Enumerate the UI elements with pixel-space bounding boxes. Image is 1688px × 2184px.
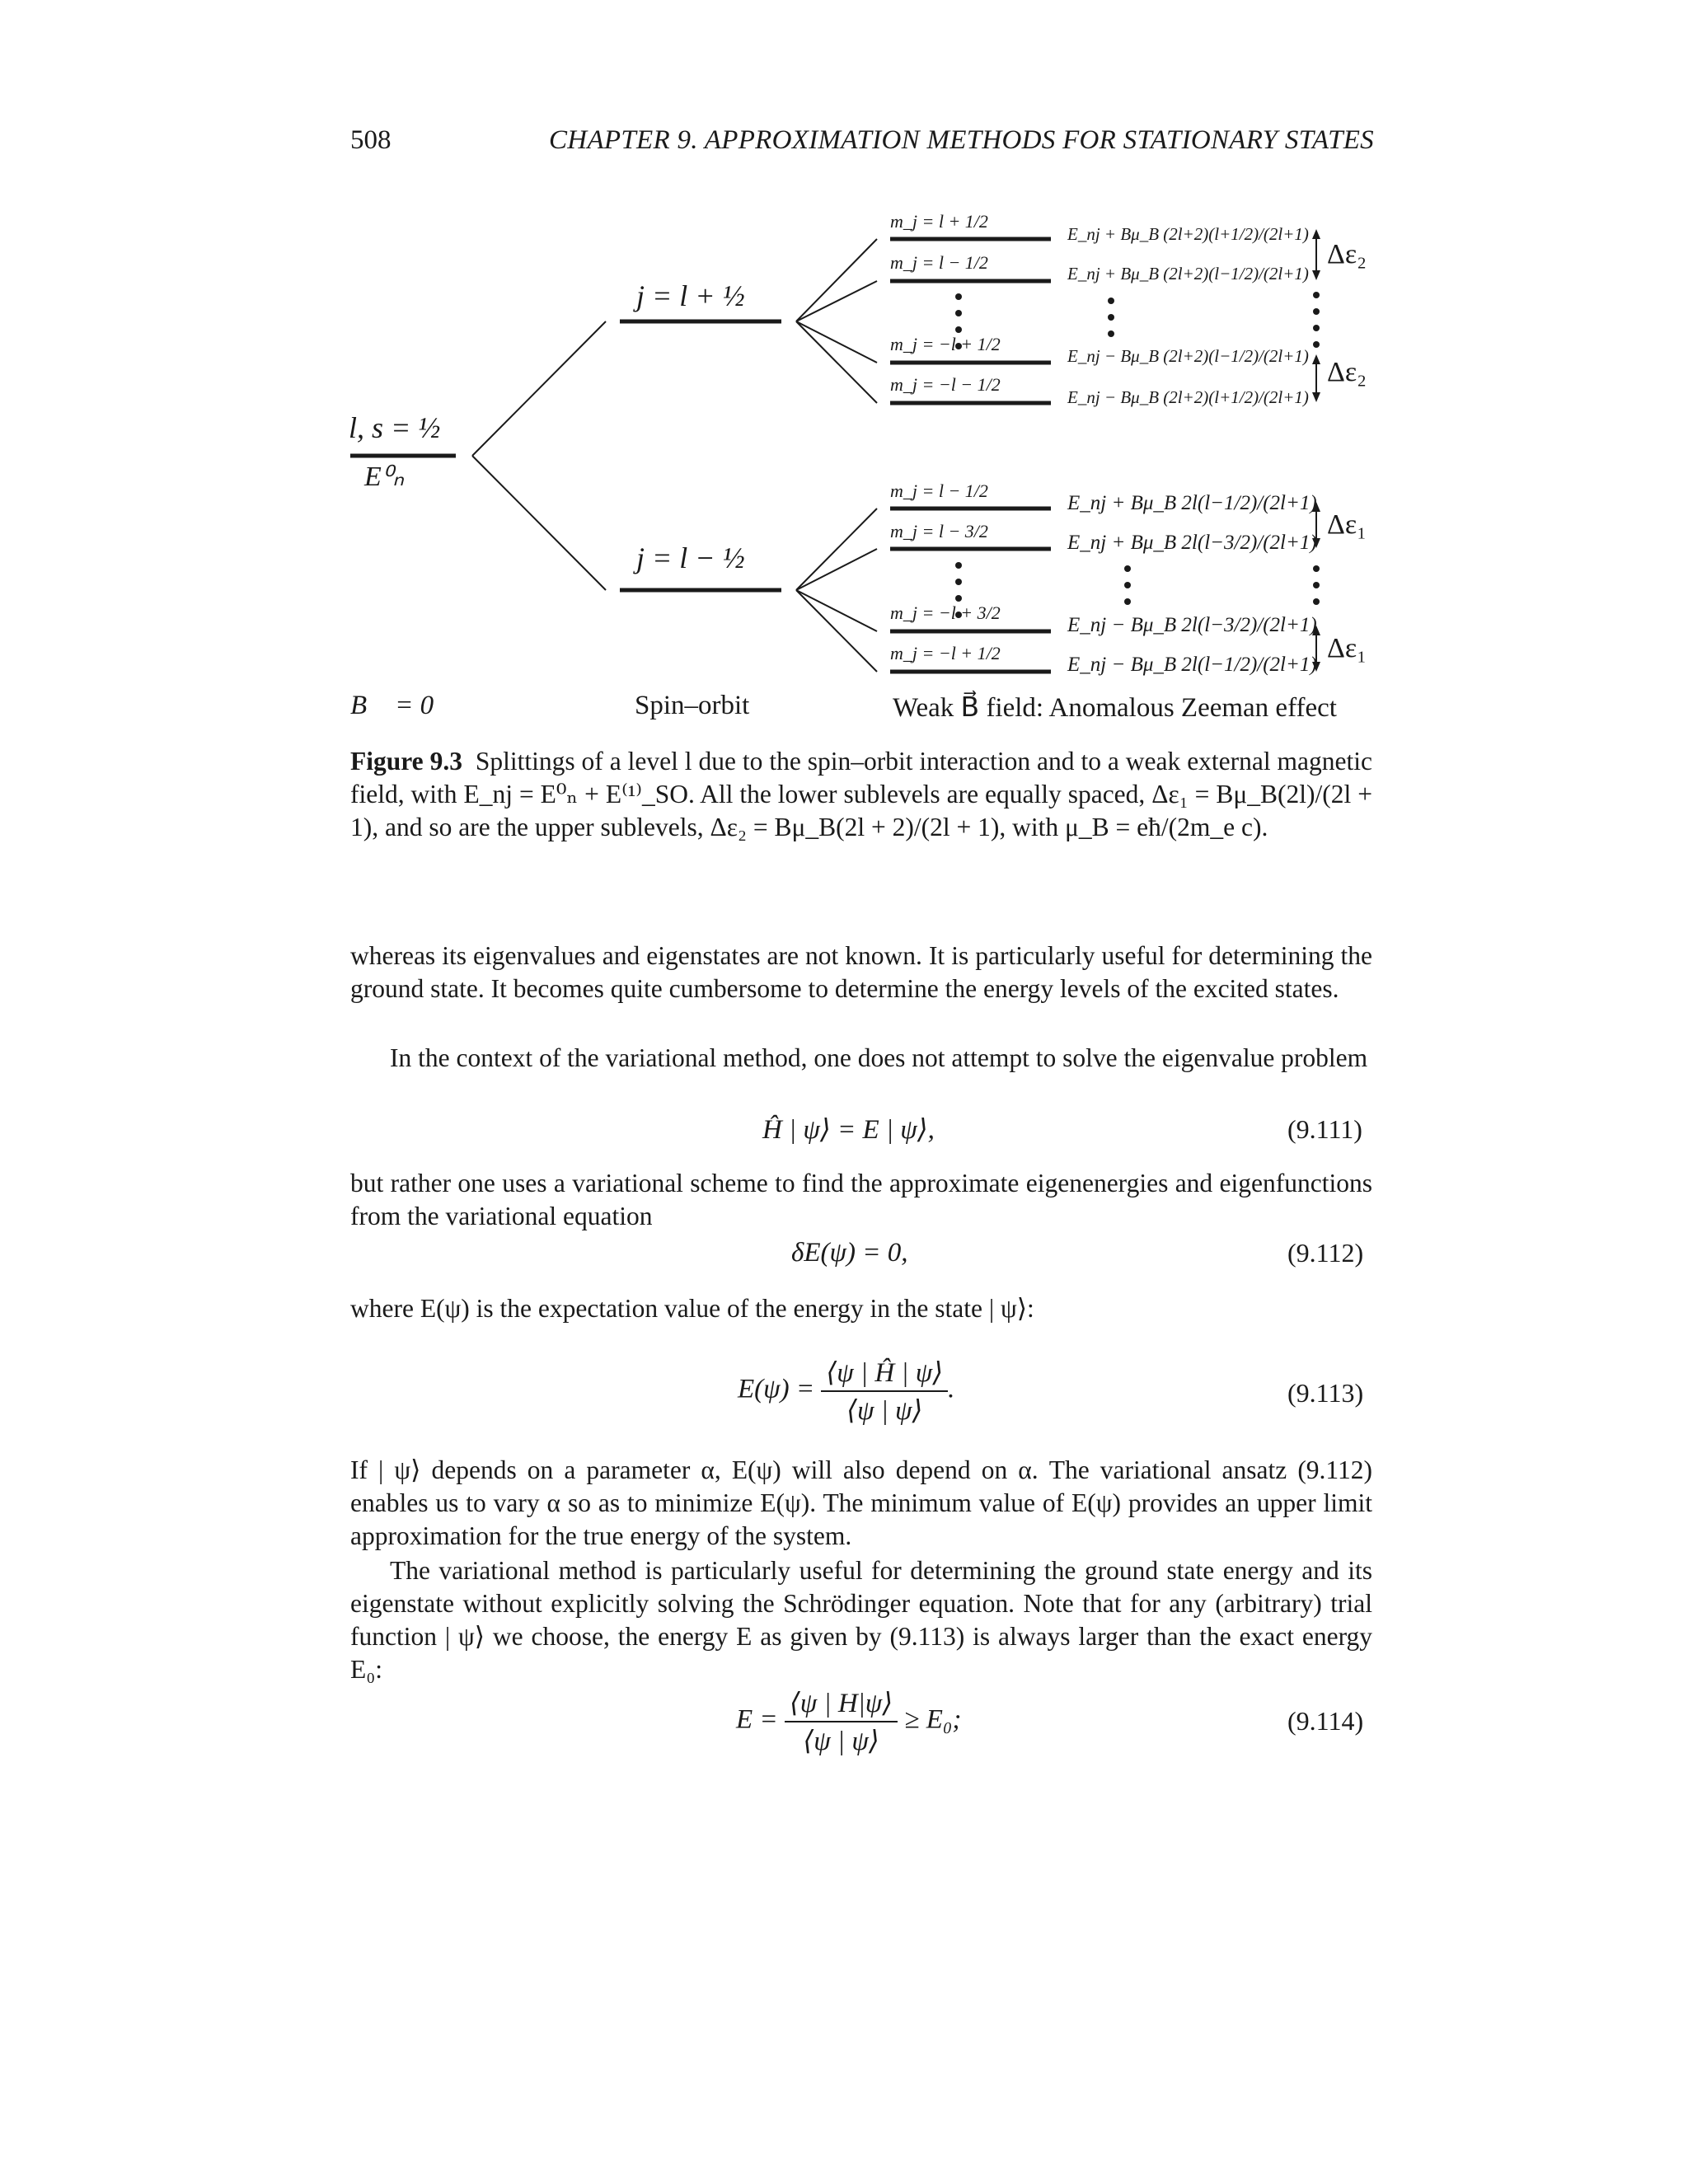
column-label-spin-orbit: Spin–orbit [635, 691, 750, 720]
mj-label: m_j = l − 1/2 [890, 252, 988, 273]
spacing-label: Δε₂ [1327, 239, 1367, 269]
branch-line [796, 321, 877, 403]
paragraph: but rather one uses a variational scheme to find the approximate eigenenergies and eigenfunctions from the variational equation [350, 1169, 1372, 1230]
equation-number: (9.112) [1287, 1238, 1364, 1268]
equation [736, 1686, 961, 1757]
equation-lhs: E(ψ) = [738, 1374, 815, 1404]
fraction-denominator: ⟨ψ | ψ⟩ [846, 1396, 923, 1426]
energy-level-diagram [0, 0, 1688, 725]
equation-number: (9.114) [1287, 1706, 1364, 1736]
branch-line [796, 590, 877, 672]
mj-label: m_j = −l + 1/2 [890, 334, 1001, 354]
equation: Ĥ | ψ⟩ = E | ψ⟩, [762, 1115, 935, 1145]
branch-line [796, 239, 877, 321]
equation-number: (9.113) [1287, 1378, 1364, 1408]
fraction-numerator: ⟨ψ | H|ψ⟩ [785, 1686, 898, 1722]
fraction-denominator: ⟨ψ | ψ⟩ [803, 1727, 879, 1756]
paragraph: whereas its eigenvalues and eigenstates are not known. It is particularly useful for determining the ground state. It becomes quite cumbersome to determine the energy levels of the excited states. [350, 941, 1372, 1003]
branch-line [796, 549, 877, 590]
equation-fraction [785, 1686, 898, 1757]
sublevel-energy: E_nj − Bμ_B 2l(l−3/2)/(2l+1) [1067, 614, 1317, 636]
equation: δE(ψ) = 0, [791, 1238, 908, 1268]
column-label-no-field: B⃗ = 0 [350, 691, 434, 720]
paragraph: where E(ψ) is the expectation value of the energy in the state | ψ⟩: [350, 1294, 1034, 1323]
j-upper-label: j = l + ½ [636, 279, 745, 312]
sublevel-energy: E_nj + Bμ_B 2l(l−1/2)/(2l+1) [1067, 492, 1317, 514]
mj-label: m_j = l − 3/2 [890, 521, 988, 541]
equation-number: (9.111) [1287, 1114, 1362, 1144]
sublevel-energy: E_nj + Bμ_B (2l+2)(l−1/2)/(2l+1) [1067, 264, 1309, 284]
running-head: CHAPTER 9. APPROXIMATION METHODS FOR STATIONARY STATES [549, 125, 1374, 155]
j-lower-label: j = l − ½ [636, 541, 745, 574]
branch-line [472, 321, 606, 456]
mj-label: m_j = l + 1/2 [890, 211, 988, 232]
equation-lhs: E = [736, 1704, 778, 1735]
page-number: 508 [350, 125, 392, 155]
branch-line [796, 509, 877, 590]
sublevel-energy: E_nj − Bμ_B (2l+2)(l−1/2)/(2l+1) [1067, 346, 1309, 366]
fraction-numerator: ⟨ψ | Ĥ | ψ⟩ [821, 1356, 948, 1392]
mj-label: m_j = −l − 1/2 [890, 374, 1001, 395]
column-label-zeeman: Weak B⃗ field: Anomalous Zeeman effect [893, 693, 1337, 723]
spacing-label: Δε₁ [1327, 633, 1367, 663]
spacing-label: Δε₂ [1327, 357, 1367, 387]
branch-line [796, 590, 877, 631]
mj-label: m_j = −l + 3/2 [890, 602, 1001, 623]
equation-fraction [821, 1356, 948, 1427]
caption-text: Splittings of a level l due to the spin–orbit interaction and to a weak external magnetic field, with E_nj = E⁰ₙ + E⁽¹⁾_SO. All the lower sublevels are equally spaced, Δε₁ = Bμ_B(2l)/(2l + 1), and so are the upper sublevels, Δε₂ = Bμ_B(2l + 2)/(2l + 1), with μ_B = eħ/(2m_e c). [350, 747, 1373, 841]
initial-level-label: l, s = ½ [349, 411, 441, 444]
equation: E(ψ) = $\frac{⟨\psi | Ĥ | \psi⟩}{⟨\psi | \psi⟩}$ . [738, 1356, 954, 1427]
branch-line [796, 321, 877, 363]
caption-label: Figure 9.3 [350, 747, 462, 776]
mj-label: m_j = −l + 1/2 [890, 643, 1001, 663]
sublevel-energy: E_nj + Bμ_B 2l(l−3/2)/(2l+1) [1067, 532, 1317, 554]
spacing-label: Δε₁ [1327, 509, 1367, 540]
initial-level-energy: E⁰ₙ [364, 462, 404, 492]
branch-line [472, 456, 606, 590]
equation-rhs: ≥ E₀; [904, 1704, 962, 1735]
sublevel-energy: E_nj + Bμ_B (2l+2)(l+1/2)/(2l+1) [1067, 224, 1309, 244]
mj-label: m_j = l − 1/2 [890, 480, 988, 501]
branch-line [796, 281, 877, 321]
paragraph: In the context of the variational method, one does not attempt to solve the eigenvalue problem [390, 1043, 1368, 1072]
figure-caption [350, 745, 1372, 844]
sublevel-energy: E_nj − Bμ_B (2l+2)(l+1/2)/(2l+1) [1067, 387, 1309, 407]
paragraph: The variational method is particularly useful for determining the ground state energy and its eigenstate without explicitly solving the Schrödinger equation. Note that for any (arbitrary) trial function | ψ⟩ we choose, the energy E as given by (9.113) is always larger than the exact energy E₀: [350, 1556, 1372, 1684]
paragraph: If | ψ⟩ depends on a parameter α, E(ψ) will also depend on α. The variational ansatz (9.112) enables us to vary α so as to minimize E(ψ). The minimum value of E(ψ) provides an upper limit approximation for the true energy of the system. [350, 1455, 1372, 1550]
sublevel-energy: E_nj − Bμ_B 2l(l−1/2)/(2l+1) [1067, 654, 1317, 676]
